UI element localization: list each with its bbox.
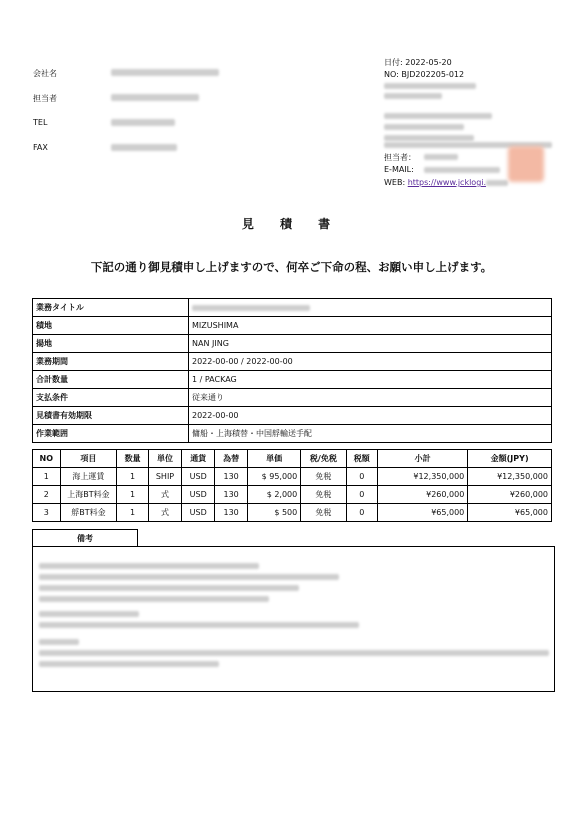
- items-cell: 1: [117, 504, 149, 522]
- items-cell: 海上運賃: [60, 468, 117, 486]
- issuer-name-redacted: [384, 83, 476, 89]
- info-row-value: 2022-00-00: [189, 407, 552, 425]
- info-row: [33, 317, 552, 335]
- items-header-cell: 為替: [215, 450, 248, 468]
- items-cell: 2: [33, 486, 61, 504]
- info-row-value: 2022-00-00 / 2022-00-00: [189, 353, 552, 371]
- info-row-label: 揚地: [33, 335, 189, 353]
- items-cell: 上海BT料金: [60, 486, 117, 504]
- items-table: [32, 449, 552, 522]
- issuer-web-redacted: [486, 180, 508, 186]
- issuer-web-label: WEB:: [384, 178, 406, 187]
- info-row: [33, 425, 552, 443]
- notes-line-redacted: [39, 585, 299, 591]
- items-cell: ¥260,000: [378, 486, 468, 504]
- issuer-contact-label: 担当者：: [384, 153, 416, 162]
- notes-line-redacted: [39, 622, 359, 628]
- notes-line-redacted: [39, 574, 339, 580]
- items-cell: 130: [215, 504, 248, 522]
- items-cell: 3: [33, 504, 61, 522]
- info-row: [33, 299, 552, 317]
- document-lead: 下記の通り御見積申し上げますので、何卒ご下命の程、お願い申し上げます。: [90, 260, 493, 274]
- items-cell: 1: [33, 468, 61, 486]
- items-cell: 0: [346, 486, 378, 504]
- info-table: [32, 298, 552, 443]
- info-value-redacted: [192, 305, 310, 311]
- issuer-web-link[interactable]: https://www.jcklogi.: [407, 178, 487, 187]
- info-row-value: [189, 299, 552, 317]
- info-row-label: 作業範囲: [33, 425, 189, 443]
- person-label: 担当者: [33, 94, 57, 103]
- quote-number: NO: BJD202205-012: [384, 70, 465, 79]
- items-cell: USD: [182, 486, 215, 504]
- notes-line-redacted: [39, 639, 79, 645]
- notes-line-redacted: [39, 596, 269, 602]
- issuer-contact-redacted: [424, 154, 458, 160]
- items-cell: 式: [148, 504, 181, 522]
- info-row: [33, 371, 552, 389]
- info-row-label: 合計数量: [33, 371, 189, 389]
- items-cell: ¥65,000: [378, 504, 468, 522]
- items-cell: 0: [346, 504, 378, 522]
- fax-value-redacted: [111, 144, 177, 151]
- items-cell: 式: [148, 486, 181, 504]
- table-row: [33, 504, 552, 522]
- notes-line-redacted: [39, 650, 549, 656]
- items-cell: 免税: [301, 468, 346, 486]
- info-row-value: 傭船・上海積替・中国艀輸送手配: [189, 425, 552, 443]
- tel-value-redacted: [111, 119, 175, 126]
- company-label: 会社名: [33, 69, 57, 78]
- info-row-value: MIZUSHIMA: [189, 317, 552, 335]
- items-cell: 艀BT料金: [60, 504, 117, 522]
- table-row: [33, 468, 552, 486]
- person-name-redacted: [111, 94, 199, 101]
- items-header-cell: 単位: [148, 450, 181, 468]
- items-header-cell: 単価: [248, 450, 301, 468]
- issuer-web-line: [384, 178, 508, 187]
- tel-label: TEL: [33, 118, 48, 127]
- company-name-redacted: [111, 69, 219, 76]
- items-header-cell: 通貨: [182, 450, 215, 468]
- info-row: [33, 389, 552, 407]
- items-cell: 免税: [301, 504, 346, 522]
- info-row-label: 業務期間: [33, 353, 189, 371]
- items-cell: ¥260,000: [468, 486, 552, 504]
- items-header-cell: 金額(JPY): [468, 450, 552, 468]
- document-title: 見 積 書: [241, 217, 342, 231]
- items-header-cell: 小計: [378, 450, 468, 468]
- issuer-name2-redacted: [384, 93, 442, 99]
- items-cell: ¥65,000: [468, 504, 552, 522]
- info-row-label: 見積書有効期限: [33, 407, 189, 425]
- items-cell: USD: [182, 468, 215, 486]
- items-header-cell: 項目: [60, 450, 117, 468]
- issuer-address-redacted: [384, 113, 492, 119]
- issuer-email-label: E-MAIL:: [384, 165, 414, 174]
- items-cell: 1: [117, 486, 149, 504]
- items-cell: USD: [182, 504, 215, 522]
- info-row-label: 業務タイトル: [33, 299, 189, 317]
- notes-line-redacted: [39, 563, 259, 569]
- items-cell: 1: [117, 468, 149, 486]
- issuer-email-redacted: [424, 167, 500, 173]
- notes-label: 備考: [32, 529, 138, 547]
- info-row-value: 1 / PACKAG: [189, 371, 552, 389]
- items-header-cell: 税額: [346, 450, 378, 468]
- info-row: [33, 335, 552, 353]
- table-row: [33, 486, 552, 504]
- issuer-address3-redacted: [384, 135, 474, 141]
- items-cell: ¥12,350,000: [468, 468, 552, 486]
- info-row-value: 従来通り: [189, 389, 552, 407]
- items-header-cell: 税/免税: [301, 450, 346, 468]
- issue-date: 日付: 2022-05-20: [384, 58, 452, 67]
- items-cell: ¥12,350,000: [378, 468, 468, 486]
- items-cell: $ 2,000: [248, 486, 301, 504]
- items-cell: $ 95,000: [248, 468, 301, 486]
- notes-line-redacted: [39, 661, 219, 667]
- items-cell: 0: [346, 468, 378, 486]
- items-cell: $ 500: [248, 504, 301, 522]
- company-seal: [508, 146, 544, 182]
- info-row: [33, 353, 552, 371]
- info-row: [33, 407, 552, 425]
- issuer-address2-redacted: [384, 124, 464, 130]
- items-header-cell: 数量: [117, 450, 149, 468]
- items-cell: 130: [215, 486, 248, 504]
- fax-label: FAX: [33, 143, 48, 152]
- info-row-value: NAN JING: [189, 335, 552, 353]
- items-header-cell: NO: [33, 450, 61, 468]
- info-row-label: 支払条件: [33, 389, 189, 407]
- notes-line-redacted: [39, 611, 139, 617]
- items-cell: 130: [215, 468, 248, 486]
- items-cell: 免税: [301, 486, 346, 504]
- notes-box: [32, 546, 555, 692]
- info-row-label: 積地: [33, 317, 189, 335]
- items-cell: SHIP: [148, 468, 181, 486]
